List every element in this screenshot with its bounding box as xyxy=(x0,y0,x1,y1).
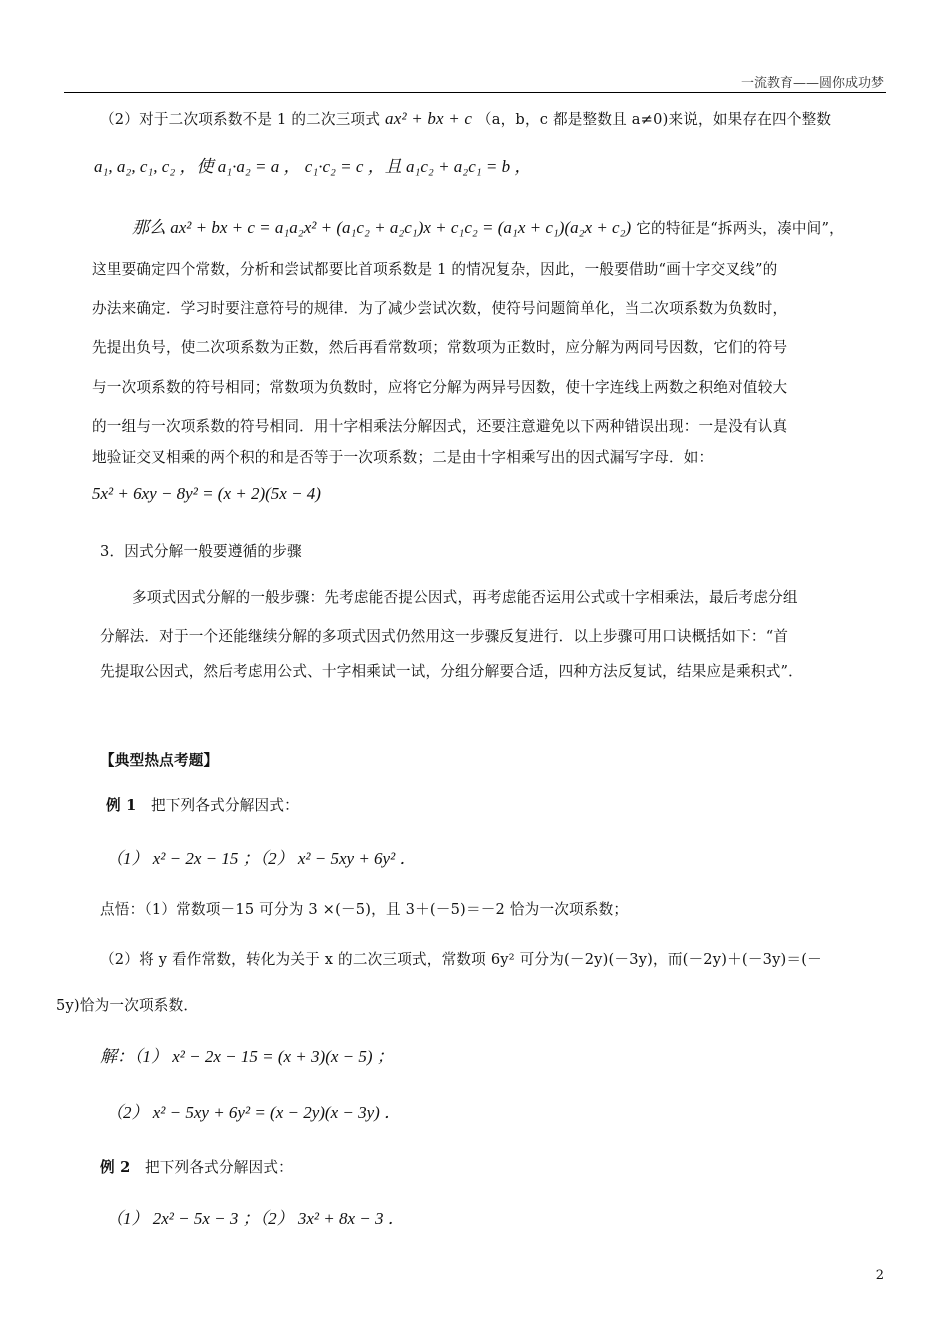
section3-para-3: 先提取公因式，然后考虑用公式、十字相乘试一试，分组分解要合适，四种方法反复试，结果应是乘积式”． xyxy=(100,663,803,680)
example1-items: （1） x² − 2x − 15 ；（2） x² − 5xy + 6y² ． xyxy=(106,849,417,868)
example1-text: 把下列各式分解因式： xyxy=(150,797,299,814)
section2-para-6: 地验证交叉相乘的两个积的和是否等于一次项系数；二是由十字相乘写出的因式漏写字母．如： xyxy=(92,449,714,466)
page-number: 2 xyxy=(875,1268,884,1283)
section2-line1 xyxy=(100,108,831,129)
section2-para-5: 的一组与一次项系数的符号相同．用十字相乘法分解因式，还要注意避免以下两种错误出现：一是没有认真 xyxy=(92,418,788,435)
section3-title: 3．因式分解一般要遵循的步骤 xyxy=(100,543,302,560)
section2-line1-suffix: （a，b，c 都是整数且 a≠0)来说，如果存在四个整数 xyxy=(476,111,832,128)
example2-label: 例 2 xyxy=(100,1159,131,1176)
header-rule xyxy=(64,92,886,93)
section3-para-1: 多项式因式分解的一般步骤：先考虑能否提公因式，再考虑能否运用公式或十字相乘法，最后考虑分组 xyxy=(132,589,798,606)
section2-para-1: 这里要确定四个常数，分析和尝试都要比首项系数是 1 的情况复杂，因此，一般要借助“画十字交叉线”的 xyxy=(92,261,778,278)
section2-line3 xyxy=(132,213,844,238)
tip-2b: 5y)恰为一次项系数． xyxy=(56,997,199,1014)
section2-para-3: 先提出负号，使二次项系数为正数，然后再看常数项；常数项为正数时，应分解为两同号因数，它们的符号 xyxy=(92,339,788,356)
solution-2: （2） x² − 5xy + 6y² = (x − 2y)(x − 3y) ． xyxy=(106,1103,402,1122)
section2-para-2: 办法来确定．学习时要注意符号的规律．为了减少尝试次数，使符号问题简单化，当二次项系数为负数时， xyxy=(92,300,788,317)
section2-example-math: 5x² + 6xy − 8y² = (x + 2)(5x − 4) xyxy=(92,484,321,503)
hot-title: 【典型热点考题】 xyxy=(100,752,219,769)
header-brand: 一流教育——圆你成功梦 xyxy=(740,76,884,91)
example1-label: 例 1 xyxy=(106,797,137,814)
section2-para-4: 与一次项系数的符号相同；常数项为负数时，应将它分解为两异号因数，使十字连线上两数之积绝对值较大 xyxy=(92,379,788,396)
solution-1: 解：（1） x² − 2x − 15 = (x + 3)(x − 5) ； xyxy=(100,1047,394,1066)
example2-text: 把下列各式分解因式： xyxy=(144,1159,293,1176)
tip-2a: （2）将 y 看作常数，转化为关于 x 的二次三项式，常数项 6y² 可分为(－2y)(－3y)，而(－2y)＋(－3y)＝(－ xyxy=(100,951,822,968)
section2-line1-prefix: （2）对于二次项系数不是 1 的二次三项式 xyxy=(100,111,381,128)
example1 xyxy=(106,794,299,815)
section3-para-2: 分解法．对于一个还能继续分解的多项式因式仍然用这一步骤反复进行．以上步骤可用口诀概括如下：“首 xyxy=(100,628,789,645)
section2-line3-math: 那么 ax² + bx + c = a₁a₂x² + (a₁c₂ + a₂c₁)x + c₁c₂ = (a₁x + c₁)(a₂x + c₂) xyxy=(132,218,632,237)
section2-line1-math: ax² + bx + c xyxy=(385,109,473,128)
section2-line2: a₁, a₂, c₁, c₂ ，使 a₁·a₂ = a ， c₁·c₂ = c ，且 a₁c₂ + a₂c₁ = b ， xyxy=(94,157,532,176)
example2 xyxy=(100,1156,293,1177)
example2-items: （1） 2x² − 5x − 3 ；（2） 3x² + 8x − 3 ． xyxy=(106,1209,405,1228)
tip-1: 点悟：（1）常数项－15 可分为 3 ×(－5)，且 3＋(－5)＝－2 恰为一次项系数； xyxy=(100,901,629,918)
section2-line3-suffix: 它的特征是“拆两头，凑中间”， xyxy=(636,220,844,237)
